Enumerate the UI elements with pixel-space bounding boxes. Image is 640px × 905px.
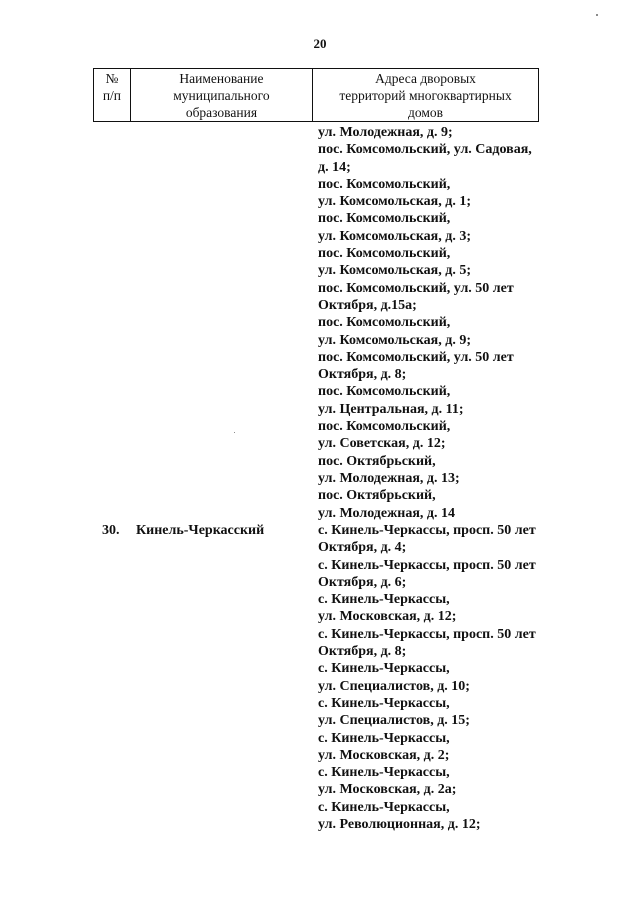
address-line: Октября, д. 8;	[318, 644, 407, 660]
address-line: ул. Молодежная, д. 14	[318, 505, 455, 521]
scan-speck	[234, 432, 235, 433]
row-municipality: Кинель-Черкасский	[136, 523, 265, 538]
address-list	[318, 522, 548, 833]
page-number: 20	[313, 36, 327, 51]
address-line: пос. Комсомольский,	[318, 211, 451, 227]
address-line: с. Кинель-Черкассы,	[318, 765, 450, 781]
address-line: пос. Комсомольский, ул. 50 лет	[318, 349, 514, 365]
address-line: ул. Комсомольская, д. 3;	[318, 228, 471, 244]
scan-speck	[596, 14, 598, 16]
address-line: с. Кинель-Черкассы, просп. 50 лет	[318, 557, 536, 573]
address-line: с. Кинель-Черкассы,	[318, 730, 450, 746]
address-line: ул. Революционная, д. 12;	[318, 817, 481, 833]
address-line: с. Кинель-Черкассы,	[318, 661, 450, 677]
address-line: с. Кинель-Черкассы,	[318, 799, 450, 815]
address-line: пос. Комсомольский,	[318, 315, 451, 331]
address-line: пос. Октябрьский,	[318, 488, 436, 504]
address-line: с. Кинель-Черкассы,	[318, 592, 450, 608]
address-line: ул. Специалистов, д. 15;	[318, 713, 470, 729]
address-line: ул. Московская, д. 2а;	[318, 782, 457, 798]
header-col-municipality: Наименование муниципального образования	[131, 69, 313, 121]
address-line: ул. Специалистов, д. 10;	[318, 678, 470, 694]
address-line: Октября, д. 8;	[318, 367, 407, 383]
address-line: ул. Московская, д. 12;	[318, 609, 457, 625]
address-line: ул. Молодежная, д. 13;	[318, 470, 460, 486]
address-line: ул. Комсомольская, д. 9;	[318, 332, 471, 348]
address-line: пос. Комсомольский, ул. 50 лет	[318, 280, 514, 296]
address-line: ул. Московская, д. 2;	[318, 747, 450, 763]
address-line: пос. Комсомольский,	[318, 384, 451, 400]
row-number: 30.	[102, 523, 120, 538]
address-line: Октября, д. 4;	[318, 540, 407, 556]
table-header	[93, 68, 539, 122]
address-line: ул. Советская, д. 12;	[318, 436, 446, 452]
address-line: Октября, д.15а;	[318, 297, 417, 313]
address-line: пос. Комсомольский,	[318, 176, 451, 192]
header-col-addresses: Адреса дворовых территорий многоквартирных домов	[339, 71, 512, 120]
address-line: с. Кинель-Черкассы,	[318, 695, 450, 711]
address-line: пос. Комсомольский,	[318, 246, 451, 262]
address-line: пос. Комсомольский, ул. Садовая,	[318, 142, 532, 158]
address-line: ул. Молодежная, д. 9;	[318, 125, 453, 140]
address-line: с. Кинель-Черкассы, просп. 50 лет	[318, 626, 536, 642]
address-line: пос. Комсомольский,	[318, 419, 451, 435]
address-list	[318, 124, 548, 522]
address-line: ул. Центральная, д. 11;	[318, 401, 464, 417]
address-line: ул. Комсомольская, д. 1;	[318, 194, 471, 210]
header-col-number: № п/п	[94, 69, 131, 121]
address-line: д. 14;	[318, 159, 351, 175]
address-line: ул. Комсомольская, д. 5;	[318, 263, 471, 279]
address-line: пос. Октябрьский,	[318, 453, 436, 469]
address-line: с. Кинель-Черкассы, просп. 50 лет	[318, 523, 536, 538]
address-line: Октября, д. 6;	[318, 574, 407, 590]
